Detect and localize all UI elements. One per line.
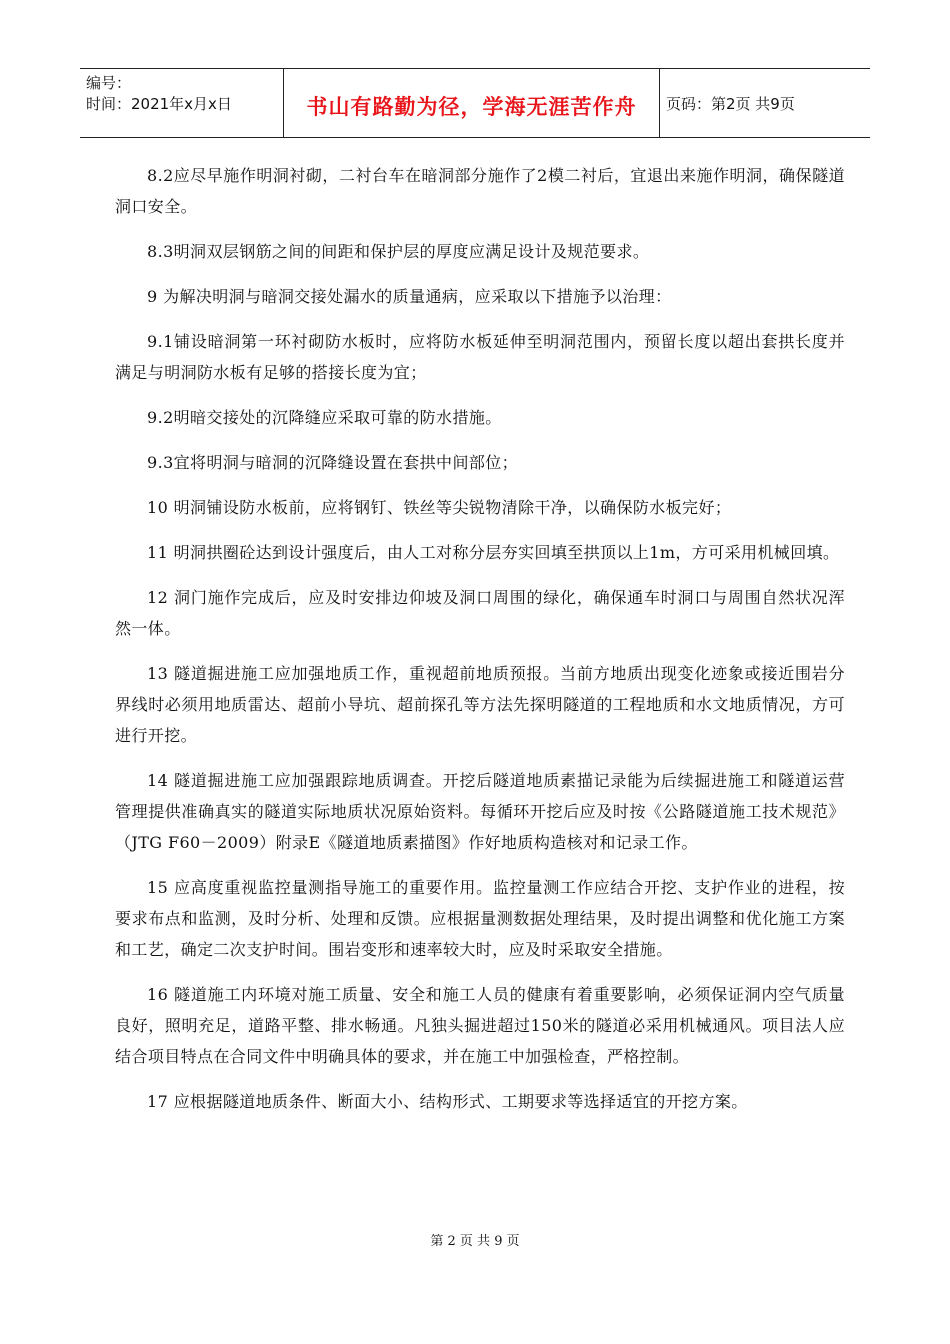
paragraph-9-2: 9.2明暗交接处的沉降缝应采取可靠的防水措施。	[147, 408, 502, 427]
paragraph-9-3: 9.3宜将明洞与暗洞的沉降缝设置在套拱中间部位；	[147, 453, 519, 472]
header-page-cell	[660, 69, 870, 137]
paragraph-14: 14 隧道掘进施工应加强跟踪地质调查。开挖后隧道地质素描记录能为后续掘进施工和隧道运营管理提供准确真实的隧道实际地质状况原始资料。每循环开挖后应及时按《公路隧道施工技术规范》（JTG F60－2009）附录E《隧道地质素描图》作好地质构造核对和记录工作。	[115, 771, 845, 852]
paragraph-12: 12 洞门施作完成后，应及时安排边仰坡及洞口周围的绿化，确保通车时洞口与周围自然状况浑然一体。	[115, 588, 845, 638]
number-label: 编号：	[86, 74, 132, 92]
paragraph-17: 17 应根据隧道地质条件、断面大小、结构形式、工期要求等选择适宜的开挖方案。	[147, 1092, 748, 1111]
time-label: 时间：2021年x月x日	[86, 95, 232, 113]
paragraph-8-3: 8.3明洞双层钢筋之间的间距和保护层的厚度应满足设计及规范要求。	[147, 242, 650, 261]
header-motto-cell	[283, 69, 660, 137]
paragraph-13: 13 隧道掘进施工应加强地质工作，重视超前地质预报。当前方地质出现变化迹象或接近围岩分界线时必须用地质雷达、超前小导坑、超前探孔等方法先探明隧道的工程地质和水文地质情况，方可进行开挖。	[115, 664, 845, 745]
page-info: 页码：第2页 共9页	[666, 95, 795, 113]
paragraph-8-2: 8.2应尽早施作明洞衬砌，二衬台车在暗洞部分施作了2模二衬后，宜退出来施作明洞，确保隧道洞口安全。	[115, 166, 845, 216]
paragraph-9-1: 9.1铺设暗洞第一环衬砌防水板时，应将防水板延伸至明洞范围内，预留长度以超出套拱长度并满足与明洞防水板有足够的搭接长度为宜；	[115, 332, 845, 382]
page-footer: 第 2 页 共 9 页	[430, 1234, 520, 1249]
paragraph-15: 15 应高度重视监控量测指导施工的重要作用。监控量测工作应结合开挖、支护作业的进程，按要求布点和监测，及时分析、处理和反馈。应根据量测数据处理结果，及时提出调整和优化施工方案和工艺，确定二次支护时间。围岩变形和速率较大时，应及时采取安全措施。	[115, 878, 845, 959]
paragraph-16: 16 隧道施工内环境对施工质量、安全和施工人员的健康有着重要影响，必须保证洞内空气质量良好，照明充足，道路平整、排水畅通。凡独头掘进超过150米的隧道必采用机械通风。项目法人应结合项目特点在合同文件中明确具体的要求，并在施工中加强检查，严格控制。	[115, 985, 845, 1066]
paragraph-9: 9 为解决明洞与暗洞交接处漏水的质量通病，应采取以下措施予以治理：	[147, 287, 672, 306]
paragraph-11: 11 明洞拱圈砼达到设计强度后，由人工对称分层夯实回填至拱顶以上1m，方可采用机械回填。	[147, 543, 840, 562]
header-meta-cell	[80, 69, 283, 137]
paragraph-10: 10 明洞铺设防水板前，应将钢钉、铁丝等尖锐物清除干净，以确保防水板完好；	[147, 498, 732, 517]
page-header	[80, 68, 870, 138]
motto-text: 书山有路勤为径，学海无涯苦作舟	[306, 95, 637, 119]
document-body	[115, 160, 845, 1131]
